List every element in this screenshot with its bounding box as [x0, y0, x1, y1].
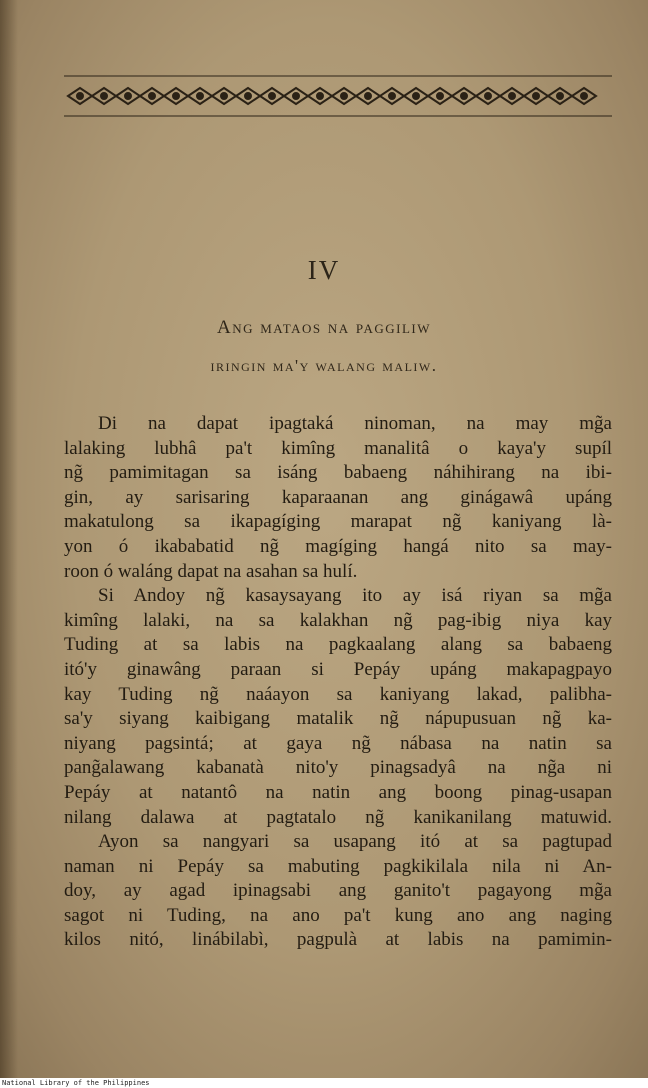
ornament-dot — [461, 93, 467, 99]
ornament-dot — [581, 93, 587, 99]
text-line: itó'y ginawâng paraan si Pepáy upáng makapagpayo — [64, 658, 612, 680]
ornament-dot — [437, 93, 443, 99]
text-line: doy, ay agad ipinagsabi ang ganito't pagayong mg̃a — [64, 880, 612, 902]
ornament-dot — [101, 93, 107, 99]
text-line: sa'y siyang kaibigang matalik ng̃ nápupusuan ng̃ ka- — [64, 708, 612, 730]
text-line: pang̃alawang kabanatà nito'y pinagsadyâ na ng̃a ni — [64, 757, 612, 779]
text-line: nilang dalawa at pagtatalo ng̃ kanikanilang matuwid. — [64, 806, 612, 828]
text-line: kay Tuding ng̃ naáayon sa kaniyang lakad, palibha- — [64, 683, 612, 705]
text-line: roon ó waláng dapat na asahan sa hulí. — [64, 560, 358, 582]
text-line: Di na dapat ipagtaká ninoman, na may mg̃a — [98, 413, 612, 434]
chapter-title-line-1: Ang mataos na paggiliw — [216, 317, 431, 338]
ornament-dot — [197, 93, 203, 99]
ornament-dot — [269, 93, 275, 99]
text-line: Ayon sa nangyari sa usapang itó at sa pagtupad — [98, 831, 612, 853]
text-line: makatulong sa ikapagíging marapat ng̃ kaniyang là- — [64, 511, 612, 533]
ornament-dot — [173, 93, 179, 99]
ornament-dot — [341, 93, 347, 99]
text-line: sagot ni Tuding, na ano pa't kung ano ang naging — [64, 904, 612, 926]
text-line: Pepáy at natantô na natin ang boong pinag-usapan — [64, 781, 612, 803]
ornament-dot — [245, 93, 251, 99]
ornament-dot — [389, 93, 395, 99]
text-line: ng̃ pamimitagan sa isáng babaeng náhihirang na ibi- — [64, 462, 612, 484]
text-line: niyang pagsintá; at gaya ng̃ nábasa na natin sa — [64, 732, 612, 754]
ornament-dot — [317, 93, 323, 99]
decorative-border-ornament — [64, 74, 612, 120]
text-line: gin, ay sarisaring kaparaanan ang ginágawâ upáng — [64, 486, 612, 508]
ornament-dot — [413, 93, 419, 99]
ornament-dot — [533, 93, 539, 99]
text-line: kimîng lalaki, na sa kalakhan ng̃ pag-ibig niya kay — [64, 609, 612, 631]
text-line: Si Andoy ng̃ kasaysayang ito ay isá riyan sa mg̃a — [98, 585, 612, 607]
ornament-dot — [485, 93, 491, 99]
chapter-body-text — [64, 412, 612, 953]
chapter-number: IV — [307, 255, 341, 285]
ornament-dot — [509, 93, 515, 99]
ornament-dot — [293, 93, 299, 99]
text-line: yon ó ikababatid ng̃ magíging hangá nito sa may- — [64, 535, 612, 557]
text-line: Tuding at sa labis na pagkaalang alang sa babaeng — [64, 634, 612, 656]
text-line: lalaking lubhâ pa't kimîng manalitâ o kaya'y supíl — [64, 437, 612, 459]
ornament-dot — [557, 93, 563, 99]
ornament-dot — [125, 93, 131, 99]
text-line: kilos nitó, linábilabì, pagpulà at labis na pamimin- — [64, 929, 612, 951]
ornament-dot — [149, 93, 155, 99]
text-line: naman ni Pepáy sa mabuting pagkikilala nila ni An- — [64, 855, 612, 877]
ornament-dot — [77, 93, 83, 99]
ornament-dot — [365, 93, 371, 99]
ornament-dot — [221, 93, 227, 99]
chapter-title-line-2: iringin ma'y walang maliw. — [210, 356, 438, 375]
library-credit: National Library of the Philippines — [2, 1079, 150, 1087]
spine-shadow — [0, 0, 18, 1078]
